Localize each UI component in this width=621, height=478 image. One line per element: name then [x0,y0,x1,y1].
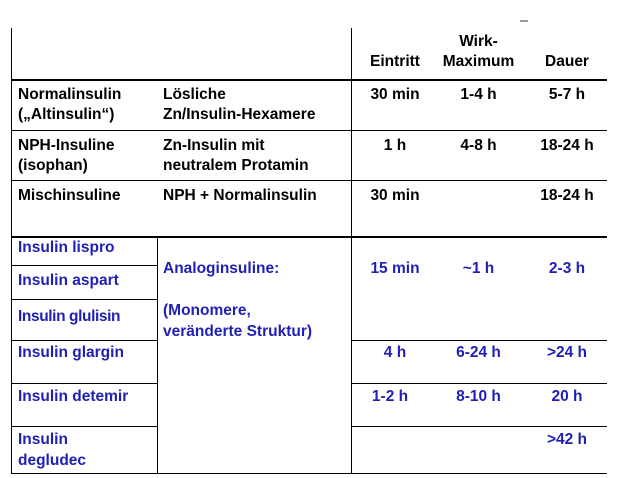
row-nph-maximum: 4-8 h [460,137,497,154]
header-onset: Eintritt [370,53,420,70]
analog-group-note-line2: veränderte Struktur) [163,323,313,340]
analog-group-label: Analoginsuline: [163,260,280,277]
analog-glargin-name: Insulin glargin [18,344,124,361]
analog-glargin-maximum: 6-24 h [456,344,501,361]
corner-mark [520,20,528,22]
row-mischinsuline-desc: NPH + Normalinsulin [163,187,317,204]
analog-divider-glargin-right [351,383,607,384]
analog-divider-glargin-left [11,383,157,384]
analog-detemir-maximum: 8-10 h [456,388,501,405]
analog-fast-maximum: ~1 h [462,260,495,277]
analog-group-note-line1: (Monomere, [163,302,251,319]
header-divider [11,79,607,81]
table-border-left [11,28,12,474]
row-normalinsulin-duration: 5-7 h [548,86,586,103]
row-mischinsuline-duration: 18-24 h [540,187,594,204]
analog-divider-glulisin-left [11,340,157,341]
row-nph-name-line2: (isophan) [18,157,88,174]
analog-fast-onset: 15 min [370,260,420,277]
analog-glulisin-name: Insulin glulisin [18,308,121,325]
analog-divider-glulisin-right [351,340,607,341]
row-normalinsulin-desc-line1: Lösliche [163,86,226,103]
row-nph-duration: 18-24 h [540,137,594,154]
column-divider-desc-onset [351,28,352,474]
row-nph-name-line1: NPH-Insuline [18,137,115,154]
row-normalinsulin-name-line1: Normalinsulin [18,86,122,103]
header-maximum-line2: Maximum [442,53,515,70]
analog-fast-duration: 2-3 h [548,260,586,277]
analog-divider-lispro [11,265,157,266]
analog-degludec-name-line2: degludec [18,452,87,469]
analog-degludec-duration: >42 h [546,431,588,448]
row-normalinsulin-desc-line2: Zn/Insulin-Hexamere [163,106,316,123]
header-maximum-line1: Wirk- [459,33,498,50]
analog-glargin-duration: >24 h [546,344,588,361]
analog-glargin-onset: 4 h [383,344,407,361]
header-duration: Dauer [545,53,589,70]
row-nph-desc-line1: Zn-Insulin mit [163,137,265,154]
column-divider-name-desc [157,236,158,474]
row-mischinsuline-name: Mischinsuline [18,187,121,204]
analog-divider-detemir-left [11,426,157,427]
row-normalinsulin-onset: 30 min [370,86,420,103]
analog-aspart-name: Insulin aspart [18,272,119,289]
row-normalinsulin-name-line2: („Altinsulin“) [18,106,115,123]
analog-detemir-onset: 1-2 h [371,388,409,405]
row-mischinsuline-onset: 30 min [370,187,420,204]
analog-detemir-name: Insulin detemir [18,388,129,405]
analog-degludec-name-line1: Insulin [18,431,68,448]
analog-divider-aspart [11,299,157,300]
table-border-bottom [11,473,607,474]
analog-detemir-duration: 20 h [551,388,583,405]
row-nph-desc-line2: neutralem Protamin [163,157,309,174]
analog-lispro-name: Insulin lispro [18,239,115,256]
row-nph-onset: 1 h [383,137,407,154]
analog-divider-detemir-right [351,426,607,427]
row-divider-1 [11,130,607,131]
row-divider-2 [11,180,607,181]
insulin-table [11,28,607,474]
row-normalinsulin-maximum: 1-4 h [460,86,497,103]
